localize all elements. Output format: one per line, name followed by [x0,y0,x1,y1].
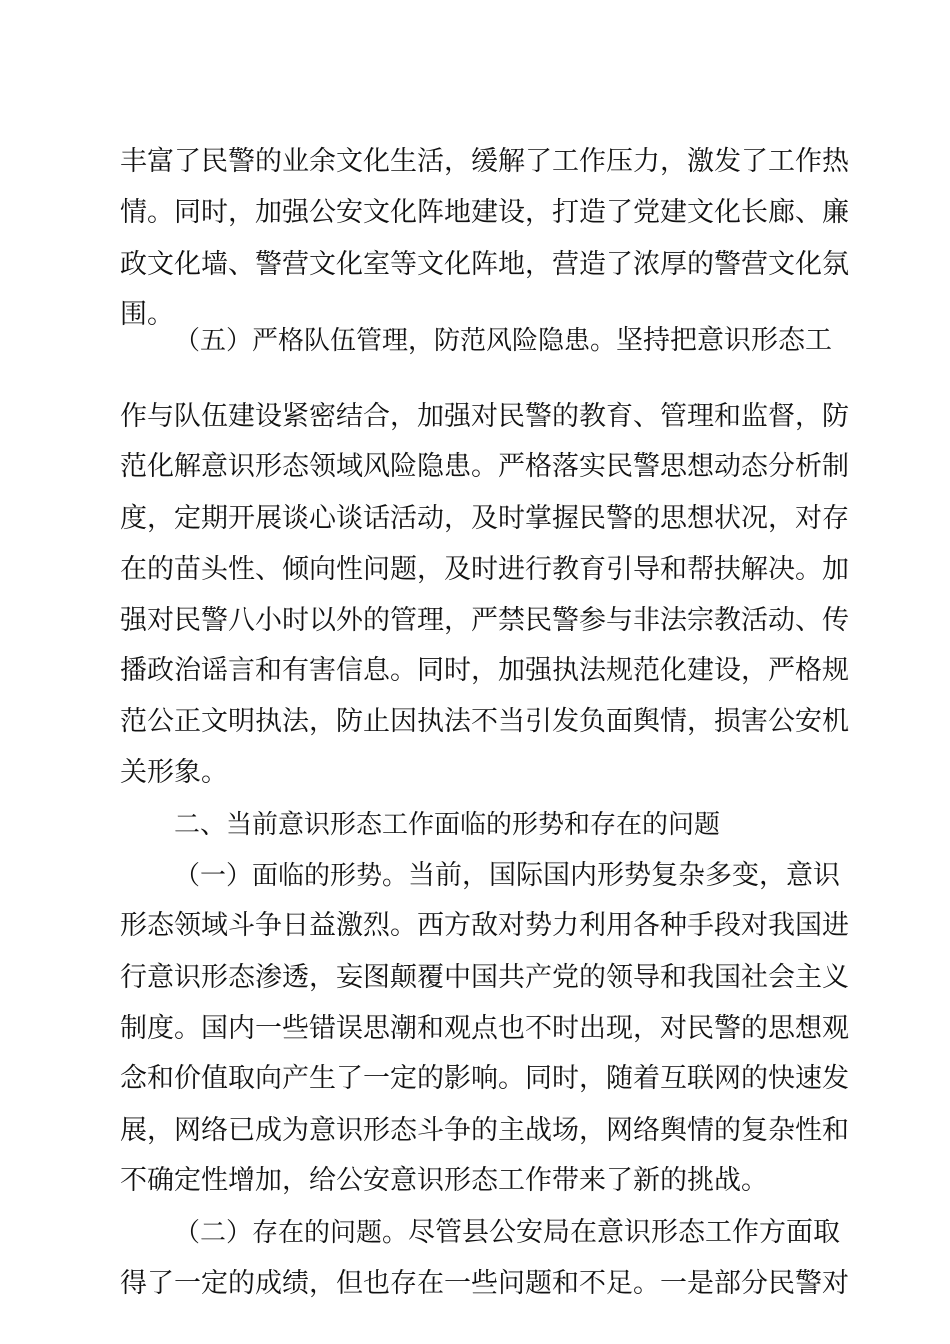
section-heading: 二、当前意识形态工作面临的形势和存在的问题 [174,810,721,840]
section-lead-heading: （五）严格队伍管理，防范风险隐患。 [174,326,617,356]
paragraph-line: 情。同时，加强公安文化阵地建设，打造了党建文化长廊、廉 [120,197,849,228]
paragraph-line: 范公正文明执法，防止因执法不当引发负面舆情，损害公安机 [120,706,849,737]
paragraph-line: 得了一定的成绩，但也存在一些问题和不足。一是部分民警对 [120,1268,849,1299]
paragraph-text: 尽管县公安局在意识形态工作方面取 [408,1217,841,1248]
paragraph-line: 关形象。 [120,757,228,788]
paragraph-first-line [174,316,833,366]
paragraph-line: 不确定性增加，给公安意识形态工作带来了新的挑战。 [120,1165,768,1196]
paragraph-first-line [174,1208,841,1258]
paragraph-line: 丰富了民警的业余文化生活，缓解了工作压力，激发了工作热 [120,146,849,177]
paragraph-line: 围。 [120,299,174,330]
paragraph-line: 在的苗头性、倾向性问题，及时进行教育引导和帮扶解决。加 [120,554,849,585]
paragraph-line: 念和价值取向产生了一定的影响。同时，随着互联网的快速发 [120,1063,849,1094]
paragraph-line: 展，网络已成为意识形态斗争的主战场，网络舆情的复杂性和 [120,1115,849,1146]
paragraph-line: 度，定期开展谈心谈话活动，及时掌握民警的思想状况，对存 [120,503,849,534]
paragraph-line: 政文化墙、警营文化室等文化阵地，营造了浓厚的警营文化氛 [120,249,849,280]
section-lead-heading: （一）面临的形势。 [174,861,409,891]
paragraph-first-line [174,851,841,901]
section-lead-heading: （二）存在的问题。 [174,1218,409,1248]
paragraph-text: 当前，国际国内形势复杂多变，意识 [408,860,841,891]
paragraph-line: 行意识形态渗透，妄图颠覆中国共产党的领导和我国社会主义 [120,962,849,993]
paragraph-line: 强对民警八小时以外的管理，严禁民警参与非法宗教活动、传 [120,605,849,636]
paragraph-line: 形态领域斗争日益激烈。西方敌对势力利用各种手段对我国进 [120,910,849,941]
paragraph-line: 作与队伍建设紧密结合，加强对民警的教育、管理和监督，防 [120,401,849,432]
paragraph-text: 坚持把意识形态工 [616,325,833,356]
paragraph-line: 范化解意识形态领域风险隐患。严格落实民警思想动态分析制 [120,451,849,482]
paragraph-line: 制度。国内一些错误思潮和观点也不时出现，对民警的思想观 [120,1013,849,1044]
paragraph-line: 播政治谣言和有害信息。同时，加强执法规范化建设，严格规 [120,655,849,686]
